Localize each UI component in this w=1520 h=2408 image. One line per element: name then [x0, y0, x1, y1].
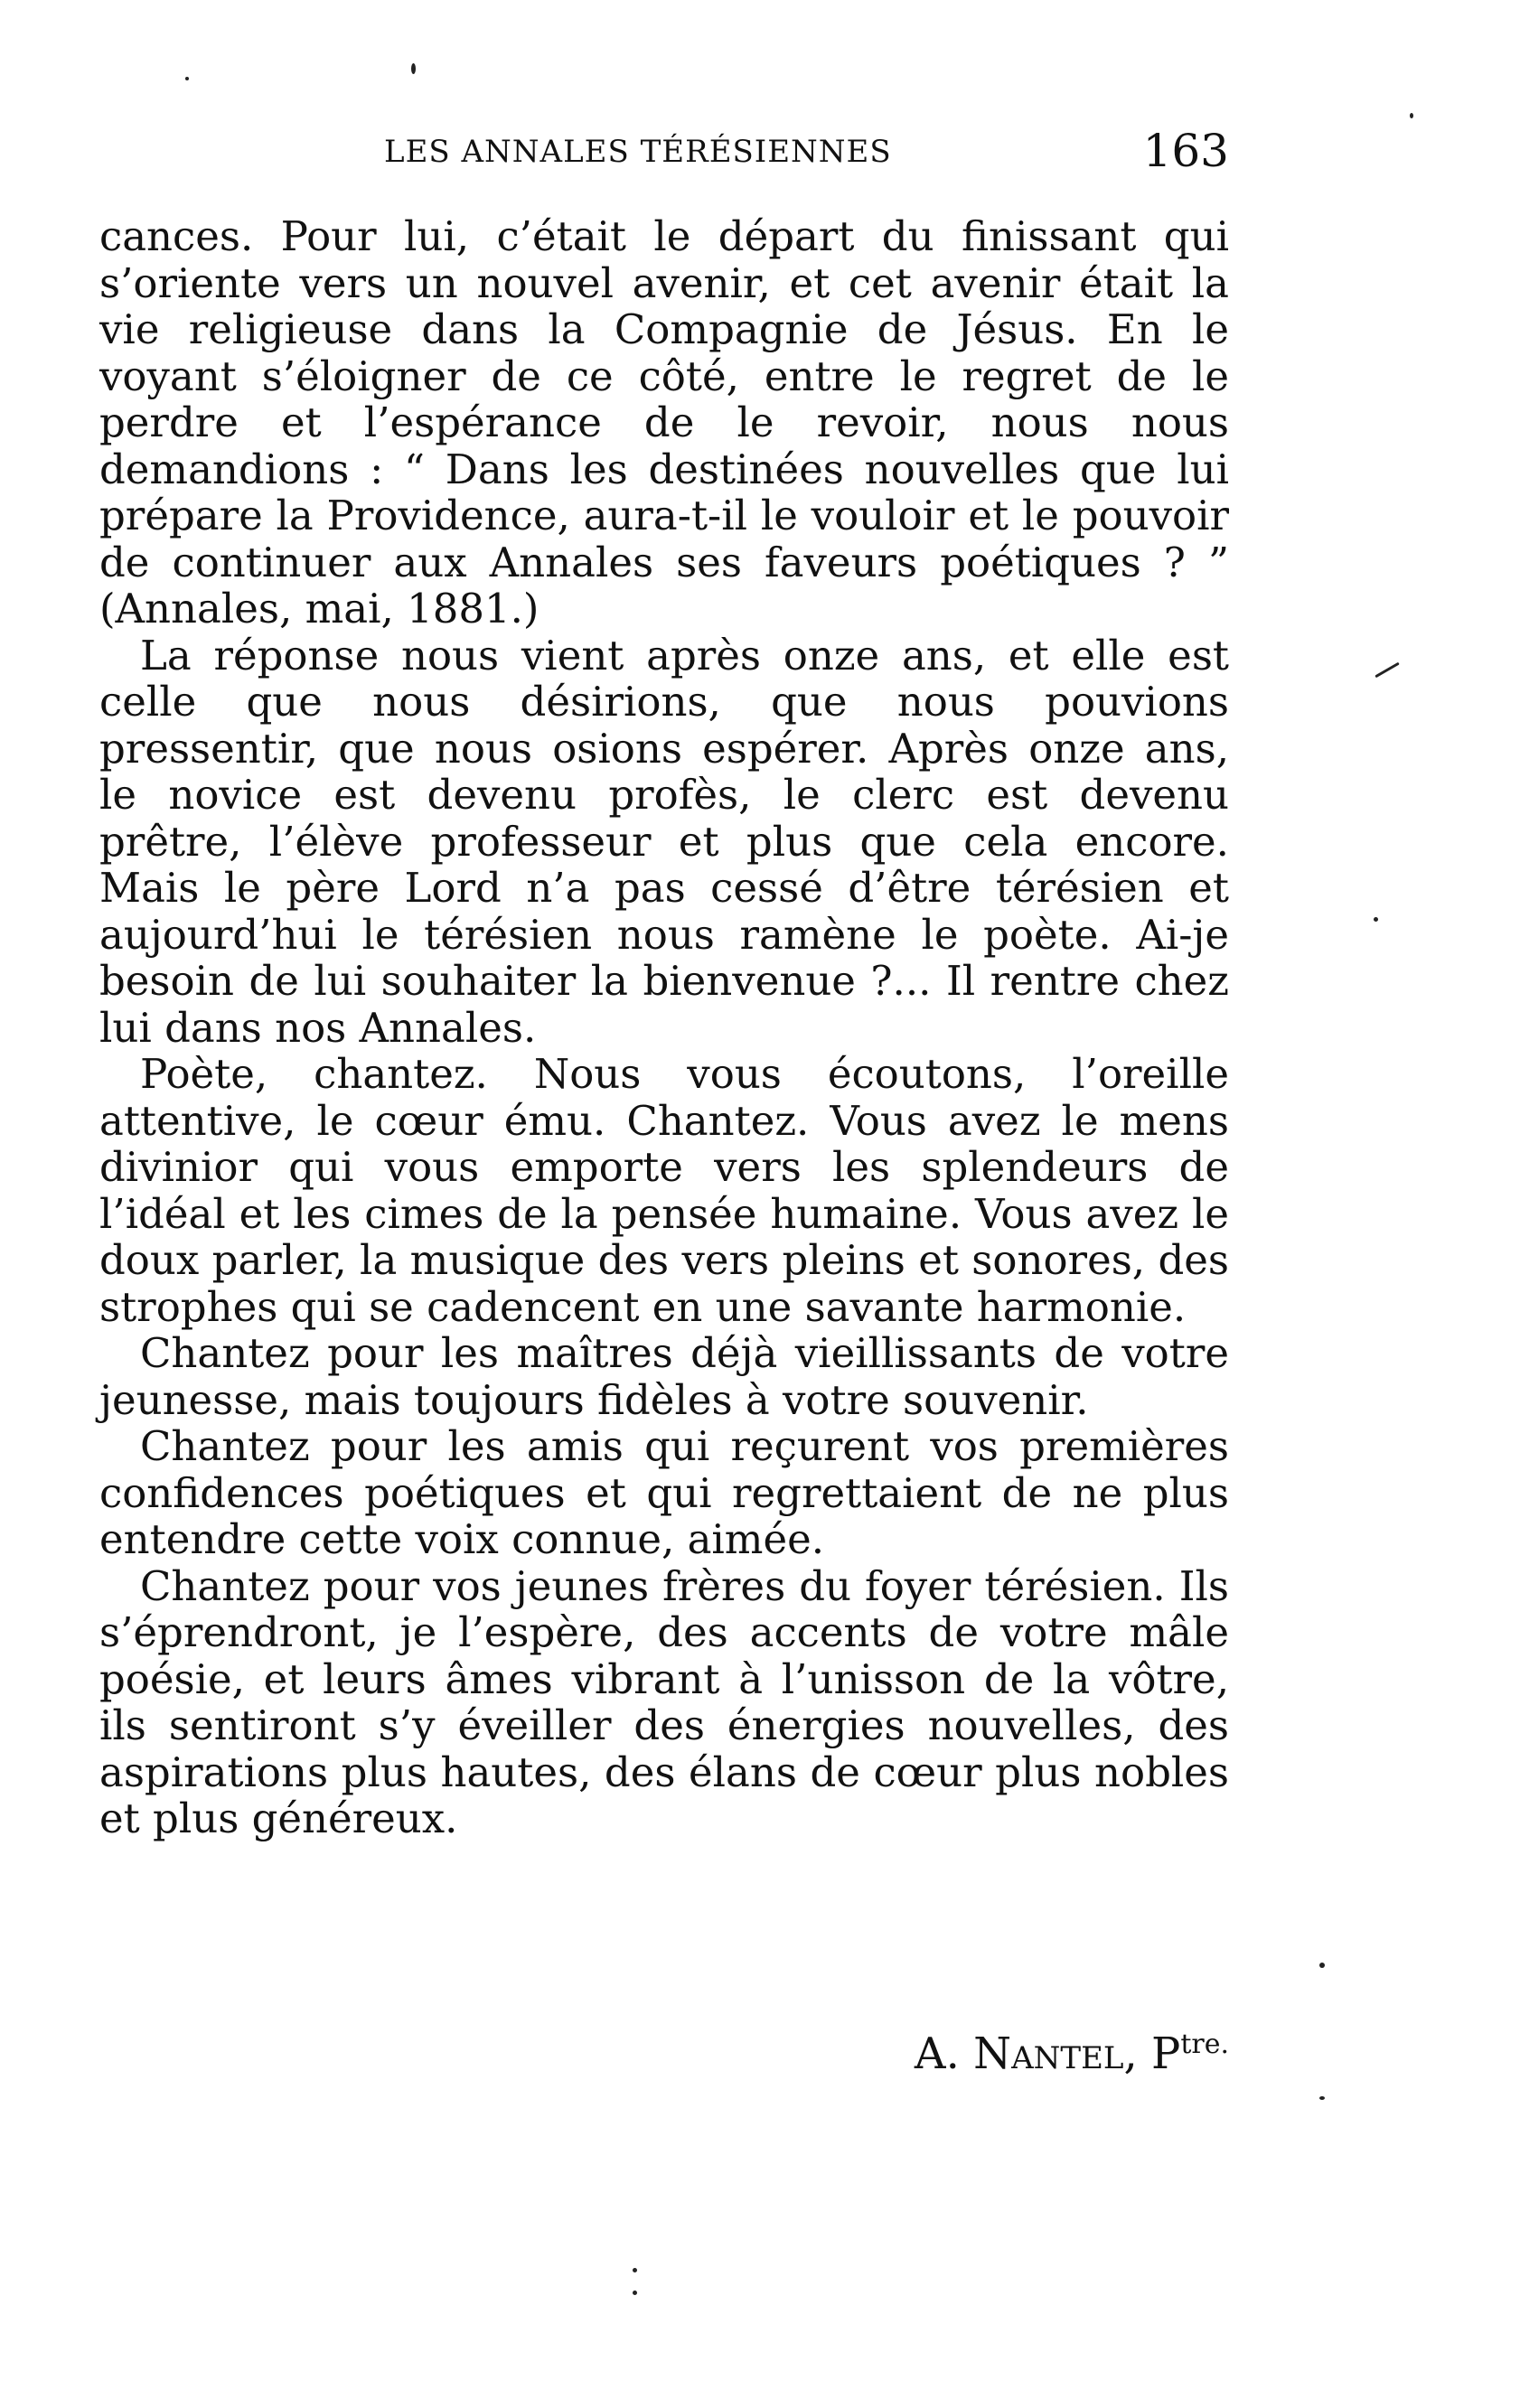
scan-speck: [1375, 662, 1399, 679]
scan-speck: [1319, 2096, 1325, 2100]
scan-speck: [411, 63, 416, 74]
signature-title-base: P: [1151, 2029, 1181, 2079]
scan-speck: [185, 77, 189, 80]
body-text: [99, 213, 1229, 1842]
running-title: LES ANNALES TÉRÉSIENNES: [384, 134, 892, 170]
scan-speck: [633, 2291, 637, 2295]
paragraph-5: Chantez pour les amis qui reçurent vos premières confidences poétiques et qui regrettaient de ne plus entendre cette voix connue, aimée.: [99, 1422, 1229, 1563]
scan-speck: [1319, 1963, 1325, 1968]
paragraph-4: Chantez pour les maîtres déjà vieillissants de votre jeunesse, mais toujours fidèles à votre souvenir.: [99, 1329, 1229, 1424]
signature-title: [1151, 2029, 1229, 2079]
scan-speck: [633, 2268, 637, 2272]
page-number: 163: [1142, 125, 1229, 177]
scan-speck: [1374, 917, 1378, 922]
paragraph-2: La réponse nous vient après onze ans, et elle est celle que nous désirions, que nous pouvions pressentir, que nous osions espérer. Après onze ans, le novice est devenu profès, le clerc est devenu prêtre, l’élève professeur et plus que cela encore. Mais le père Lord n’a pas cessé d’être térésien et aujourd’hui le térésien nous ramène le poète. Ai-je besoin de lui souhaiter la bienvenue ?... Il rentre chez lui dans nos Annales.: [99, 631, 1229, 1052]
signature: [915, 2029, 1229, 2079]
paragraph-1: cances. Pour lui, c’était le départ du finissant qui s’oriente vers un nouvel avenir, et cet avenir était la vie religieuse dans la Compagnie de Jésus. En le voyant s’éloigner de ce côté, entre le regret de le perdre et l’espérance de le revoir, nous nous demandions : “ Dans les destinées nouvelles que lui prépare la Providence, aura-t-il le vouloir et le pouvoir de continuer aux Annales ses faveurs poétiques ? ” (Annales, mai, 1881.): [99, 212, 1229, 632]
paragraph-3: Poète, chantez. Nous vous écoutons, l’oreille attentive, le cœur ému. Chantez. Vous avez le mens divinior qui vous emporte vers les splendeurs de l’idéal et les cimes de la pensée humaine. Vous avez le doux parler, la musique des vers pleins et sonores, des strophes qui se cadencent en une savante harmonie.: [99, 1050, 1229, 1331]
signature-title-sup: tre.: [1180, 2029, 1229, 2060]
scan-speck: [1410, 113, 1413, 118]
paragraph-6: Chantez pour vos jeunes frères du foyer térésien. Ils s’éprendront, je l’espère, des accents de votre mâle poésie, et leurs âmes vibrant à l’unisson de la vôtre, ils sentiront s’y éveiller des énergies nouvelles, des aspirations plus hautes, des élans de cœur plus nobles et plus généreux.: [99, 1561, 1229, 1842]
signature-name: A. Nantel,: [914, 2029, 1138, 2079]
page-header: [99, 125, 1229, 179]
